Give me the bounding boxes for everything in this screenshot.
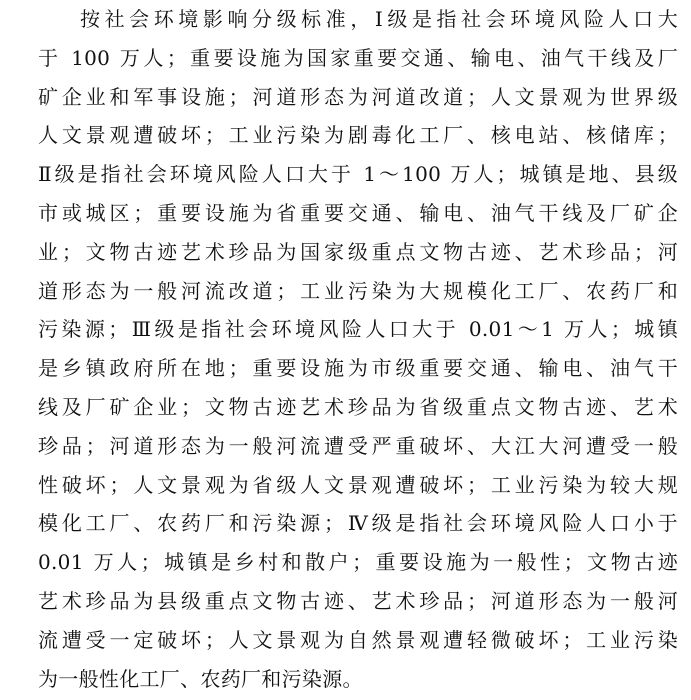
text-line: 按社会环境影响分级标准，Ⅰ级是指社会环境风险人口大 (80, 7, 678, 31)
text-line: 道形态为一般河流改道；工业污染为大规模化工厂、农药厂和 (38, 278, 678, 303)
text-line: 于 100 万人；重要设施为国家重要交通、输电、油气干线及厂 (38, 45, 678, 70)
text-line: 市或城区；重要设施为省重要交通、输电、油气干线及厂矿企 (38, 200, 678, 225)
text-line: 线及厂矿企业；文物古迹艺术珍品为省级重点文物古迹、艺术 (38, 394, 678, 419)
text-line: 艺术珍品为县级重点文物古迹、艺术珍品；河道形态为一般河 (38, 588, 678, 613)
text-line: 为一般性化工厂、农药厂和污染源。 (38, 666, 363, 691)
text-line: 流遭受一定破坏；人文景观为自然景观遭轻微破坏；工业污染 (38, 627, 678, 652)
text-line: 污染源；Ⅲ级是指社会环境风险人口大于 0.01～1 万人；城镇 (38, 317, 678, 342)
text-line: 是乡镇政府所在地；重要设施为市级重要交通、输电、油气干 (38, 356, 678, 381)
text-line: 业；文物古迹艺术珍品为国家级重点文物古迹、艺术珍品；河 (38, 239, 678, 264)
text-line: Ⅱ级是指社会环境风险人口大于 1～100 万人；城镇是地、县级 (38, 162, 678, 187)
text-line: 0.01 万人；城镇是乡村和散户；重要设施为一般性；文物古迹 (38, 550, 678, 575)
text-line: 矿企业和军事设施；河道形态为河道改道；人文景观为世界级 (38, 84, 678, 109)
text-line: 人文景观遭破坏；工业污染为剧毒化工厂、核电站、核储库； (38, 123, 678, 148)
text-line: 珍品；河道形态为一般河流遭受严重破坏、大江大河遭受一般 (38, 433, 678, 458)
text-line: 模化工厂、农药厂和污染源；Ⅳ级是指社会环境风险人口小于 (38, 511, 678, 536)
body-paragraph (38, 0, 678, 698)
text-line: 性破坏；人文景观为省级人文景观遭破坏；工业污染为较大规 (38, 472, 678, 497)
